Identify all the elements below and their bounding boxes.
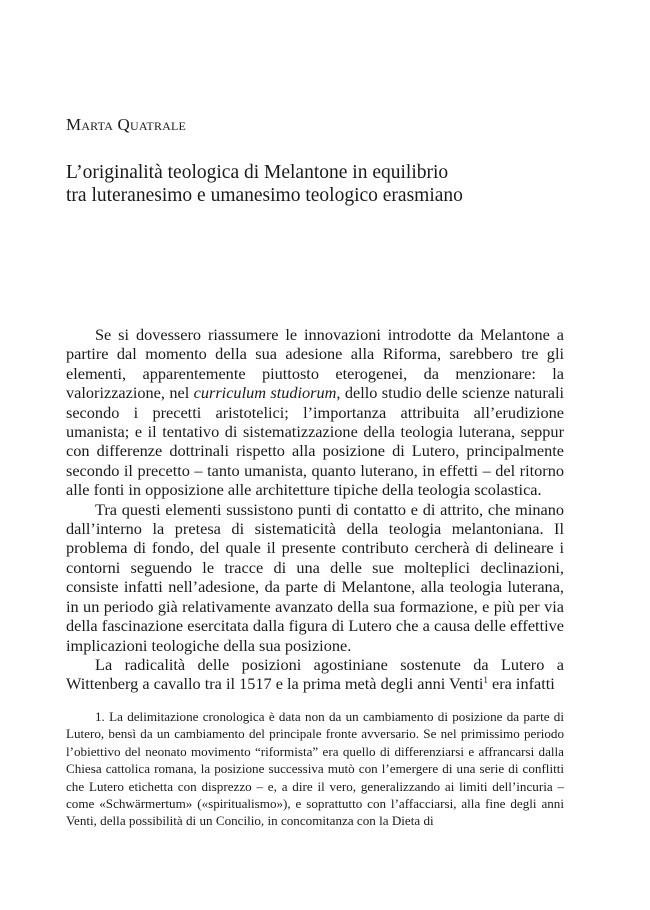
article-title-line-1: L’originalità teologica di Melantone in equilibrio	[66, 162, 449, 183]
footnote-text: 1. La delimitazione cronologica è data non da un cambiamento di posizione da parte di Lutero, bensì da un cambiamento del principale fronte avversario. Se nel primissimo periodo l’obiettivo del neonato movimento “riformista” era quello di differenziarsi e affrancarsi dalla Chiesa cattolica romana, la posizione successiva mutò con l’emergere di una serie di conflitti che Lutero etichetta con disprezzo – e, a dire il vero, generalizzando ai limiti dell’incuria – come «Schwärmertum» («spiritualismo»), e soprattutto con l’affacciarsi, alla fine degli anni Venti, della possibilità di un Concilio, in concomitanza con la Dieta di	[66, 709, 564, 829]
paragraph-3	[66, 655, 564, 694]
paragraph-2: Tra questi elementi sussistono punti di contatto e di attrito, che minano dall’interno la pretesa di sistematicità della teologia melantoniana. Il problema di fondo, del quale il presente contributo cercherà di delineare i contorni seguendo le tracce di una delle sue molteplici declinazioni, consiste infatti nell’adesione, da parte di Melantone, alla teologia luterana, in un periodo già relativamente avanzato della sua formazione, e più per via della fascinazione esercitata dalla figura di Lutero che a causa delle effettive implicazioni teologiche della sua posizione.	[66, 499, 564, 655]
paragraph-1-part-b: , dello studio delle scienze naturali secondo i precetti aristotelici; l’importanza attribuita all’erudizione umanista; e il tentativo di sistematizzazione della teologia luterana, seppur con differenze dottrinali rispetto alla posizione di Lutero, principalmente secondo il precetto – tanto umanista, quanto luterano, in effetti – del ritorno alle fonti in opposizione alle architetture tipiche della teologia scolastica.	[66, 383, 565, 500]
italic-term: curriculum studiorum	[193, 383, 337, 403]
article-title-line-2: tra luteranesimo e umanesimo teologico erasmiano	[66, 185, 463, 206]
paragraph-3-part-a: La radicalità delle posizioni agostiniane sostenute da Lutero a Wittenberg a cavallo tra il 1517 e la prima metà degli anni Venti	[66, 654, 564, 694]
author-name: Marta Quatrale	[66, 115, 187, 134]
article-title	[66, 161, 586, 207]
paragraph-3-part-b: era infatti	[487, 674, 555, 694]
body-text	[66, 325, 564, 694]
paragraph-1-part-a: Se si dovessero riassumere le innovazioni introdotte da Melantone a partire dal momento della sua adesione alla Riforma, sarebbero tre gli elementi, apparentemente piuttosto eterogenei, da menzionare: la valorizzazione, nel	[66, 325, 564, 403]
paragraph-1	[66, 325, 564, 500]
footnote	[66, 708, 564, 830]
footnote-reference: 1	[483, 675, 488, 686]
